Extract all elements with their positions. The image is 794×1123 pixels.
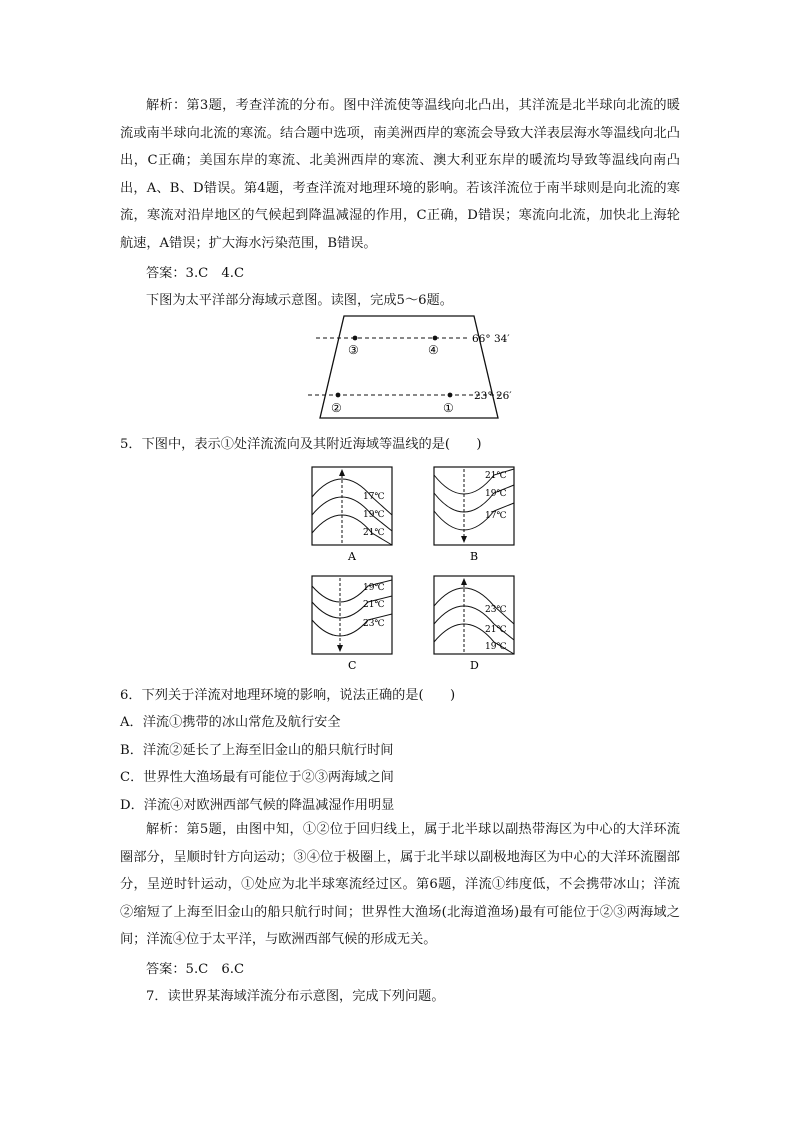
analysis-paragraph-1: 解析：第3题，考查洋流的分布。图中洋流使等温线向北凸出，其洋流是北半球向北流的暖流或南半球向北流的寒流。结合题中选项，南美洲西岸的寒流会导致大洋表层海水等温线向北凸出，C正确；美国东岸的寒流、北美洲西岸的寒流、澳大利亚东岸的暖流均导致等温线向南凸出，A、B、D错误。第4题，考查洋流对地理环境的影响。若该洋流位于南半球则是向北流的寒流，寒流对沿岸地区的气候起到降温减湿的作用，C正确，D错误；寒流向北流，加快北上海轮航速，A错误；扩大海水污染范围，B错误。 [120,98,680,251]
svg-text:21℃: 21℃ [363,600,385,610]
svg-text:23℃: 23℃ [485,605,507,615]
option-a-label: A [348,550,356,563]
option-a-figure [310,465,394,565]
svg-text:23℃: 23℃ [363,619,385,629]
point-4-label: ④ [428,343,439,357]
figure-intro: 下图为太平洋部分海域示意图。读图，完成5～6题。 [146,293,453,308]
option-b-label: B [470,550,479,563]
option-d-label: D [470,659,479,672]
q6-option-b: B．洋流②延长了上海至旧金山的船只航行时间 [120,743,394,758]
point-1-dot [448,393,453,398]
svg-text:17℃: 17℃ [485,511,507,521]
question-7: 7．读世界某海域洋流分布示意图，完成下列问题。 [146,989,445,1004]
point-3-dot [353,336,358,341]
lat-66-label: 66° 34′ [472,333,510,345]
svg-text:19℃: 19℃ [485,489,507,499]
point-3-label: ③ [348,343,359,357]
map-outline [320,316,498,418]
option-c-label: C [348,659,357,672]
answer-line-2: 答案：5.C 6.C [146,962,245,977]
point-2-dot [336,393,341,398]
option-b-figure [432,465,516,565]
svg-text:21℃: 21℃ [485,471,507,481]
pacific-map-figure [300,312,530,424]
q6-option-a: A．洋流①携带的冰山常危及航行安全 [120,715,341,730]
svg-text:19℃: 19℃ [485,642,507,652]
question-5: 5．下图中，表示①处洋流流向及其附近海域等温线的是( ) [120,437,482,452]
svg-text:21℃: 21℃ [363,528,385,538]
svg-text:19℃: 19℃ [363,583,385,593]
svg-text:19℃: 19℃ [363,510,385,520]
question-6: 6．下列关于洋流对地理环境的影响，说法正确的是( ) [120,688,456,703]
point-1-label: ① [443,401,454,415]
point-2-label: ② [331,401,342,415]
answer-line-1: 答案：3.C 4.C [146,266,245,281]
option-c-figure [310,574,394,674]
point-4-dot [433,336,438,341]
lat-23-label: 23° 26′ [474,390,512,402]
analysis-paragraph-2: 解析：第5题，由图中知，①②位于回归线上，属于北半球以副热带海区为中心的大洋环流圈部分，呈顺时针方向运动；③④位于极圈上，属于北半球以副极地海区为中心的大洋环流圈部分，呈逆时针运动，①处应为北半球寒流经过区。第6题，洋流①纬度低，不会携带冰山；洋流②缩短了上海至旧金山的船只航行时间；世界性大渔场(北海道渔场)最有可能位于②③两海域之间；洋流④位于太平洋，与欧洲西部气候的形成无关。 [120,822,680,948]
q6-option-c: C．世界性大渔场最有可能位于②③两海域之间 [120,770,394,785]
svg-text:17℃: 17℃ [363,492,385,502]
q6-option-d: D．洋流④对欧洲西部气候的降温减湿作用明显 [120,798,395,813]
svg-text:21℃: 21℃ [485,625,507,635]
option-d-figure [432,574,516,674]
